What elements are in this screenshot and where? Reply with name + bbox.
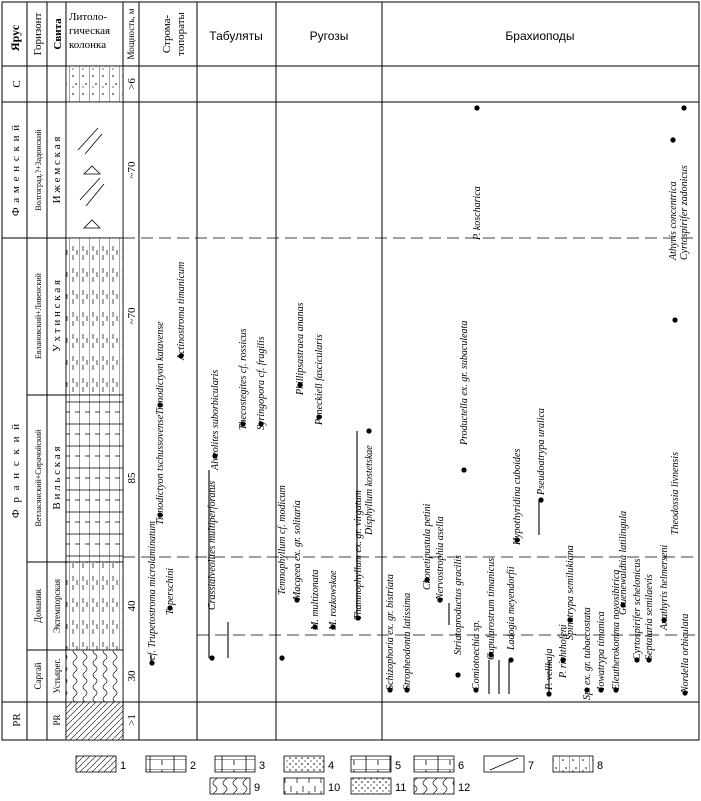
thickness-ekt: 40 <box>126 600 138 612</box>
taxon-label: Chonetipustula petini <box>422 503 433 590</box>
header-suite: Свита <box>52 18 64 50</box>
header-brachiopoda: Брахиоподы <box>505 29 575 43</box>
suite-ust: Устьярег. <box>52 658 62 694</box>
taxon-label: Pseudoatrypa uralica <box>536 408 547 495</box>
taxon-label: Thecostegites cf. rossicus <box>238 328 249 430</box>
taxon-label: Iowatrypa timanica <box>596 611 607 690</box>
taxon-label: Temnophyllum cf. modicum <box>277 485 288 595</box>
taxon-dot <box>672 317 677 322</box>
horizon-dom: Доманик <box>33 588 43 624</box>
taxon-label: M. multizonata <box>310 569 321 630</box>
taxon-label: Macgeea ex. gr. solitaria <box>292 500 303 600</box>
taxon-label: Ladogia meyendorfii <box>506 566 517 650</box>
thickness-pr2: >1 <box>126 714 138 726</box>
legend-1: 1 <box>120 760 127 772</box>
taxon-dot <box>474 105 479 110</box>
header-strom-2: топораты <box>175 12 187 56</box>
legend-7: 7 <box>528 760 535 772</box>
legend-2: 2 <box>190 760 197 772</box>
unit-labels <box>10 80 63 726</box>
thickness-values <box>126 78 138 726</box>
thickness-famen: ~70 <box>126 161 138 179</box>
taxon-label: P. velikaja <box>544 648 555 690</box>
suite-uht: У х т и н с к а я <box>51 279 63 353</box>
taxon-label: Eleutherokomma novosibirica <box>611 569 622 690</box>
taxon-label: Comiotoechia sp. <box>471 620 482 690</box>
legend-6: 6 <box>458 760 465 772</box>
taxon-label: Thamnophyllum ex. gr. virgatum <box>353 490 364 620</box>
legend-4: 4 <box>328 760 335 772</box>
taxon-label: Gruenewaldtia latilingula <box>618 510 629 615</box>
taxon-label: Phillipsastraea ananas <box>295 302 306 395</box>
taxon-label: Alveolites suborbicularis <box>210 369 221 470</box>
header-thickness: Мощность, м <box>126 8 136 60</box>
taxon-label: Cupularostrum timanicus <box>486 557 497 660</box>
header-litho-1: Литоло- <box>69 11 108 23</box>
header-texts <box>8 8 575 59</box>
suite-vil: В и л ь с к а я <box>51 446 63 510</box>
taxon-label: Striatoproductus gracilis <box>453 555 464 655</box>
taxon-dot <box>538 497 543 502</box>
taxon-label: Spinatrypa semilukiana <box>565 545 576 640</box>
stage-c: C <box>11 80 23 88</box>
taxon-label: Strophеodonta latissima <box>402 592 413 690</box>
header-rugosa: Ругозы <box>309 29 349 43</box>
taxon-label: Cyrtospirifer schelonicus <box>632 558 643 660</box>
taxon-markers <box>149 105 687 696</box>
suite-izh: И ж е м с к а я <box>51 136 63 204</box>
taxon-label: Nordella orbiculata <box>680 613 691 693</box>
stage-famen: Ф а м е н с к и й <box>10 123 22 217</box>
suite-pr2rm: PR <box>52 714 62 726</box>
legend-3: 3 <box>259 760 266 772</box>
taxon-dot <box>546 691 551 696</box>
header-tabulata: Табуляты <box>209 29 263 43</box>
taxon-label: cf. Trupetostroma microlaminatum <box>147 521 158 660</box>
taxon-label: Septalaria semilaevis <box>644 574 655 660</box>
lithology-column <box>66 66 123 740</box>
taxon-label: Hypothyridina cuboides <box>512 448 523 545</box>
stage-fran: Ф р а н с к и й <box>10 421 22 519</box>
header-horizon: Горизонт <box>32 12 44 56</box>
taxon-label: Crassialveolites multiperforatus <box>207 480 218 610</box>
taxa-labels <box>147 165 691 700</box>
legend-11: 11 <box>395 782 407 794</box>
taxon-label: P. richthofeni <box>558 624 569 678</box>
horizon-volgo: Волгоград.?+Задонский <box>34 129 43 211</box>
taxon-label: Sp. ex. gr. tubaecostata <box>582 607 593 700</box>
legend-9: 9 <box>254 782 261 794</box>
header-litho-3: колонка <box>69 39 107 51</box>
taxon-label: Tienodictyon tschussovense <box>155 414 166 525</box>
taxon-dot <box>279 655 284 660</box>
taxon-label: M. rozkowskae <box>328 570 339 630</box>
legend-10: 10 <box>328 782 341 794</box>
taxon-dot <box>508 657 513 662</box>
header-strom-1: Строма- <box>161 14 173 54</box>
header-stage: Ярус <box>8 24 22 52</box>
taxon-label: T. perschini <box>165 567 176 615</box>
taxon-label: Nervostrophia asella <box>435 516 446 600</box>
taxon-dot <box>209 655 214 660</box>
taxon-label: Schizophoria ex. gr. bistriata <box>385 574 396 690</box>
horizon-vetl: Ветласянский+Сирачойский <box>34 429 43 527</box>
taxon-label: Disphyllum kostetskae <box>364 445 375 535</box>
header-litho-2: гическая <box>69 25 111 37</box>
taxon-label: Productella ex. gr. subaculeata <box>459 320 470 445</box>
taxon-dot <box>149 660 154 665</box>
thickness-ust: 30 <box>126 670 138 682</box>
taxon-dot <box>681 105 686 110</box>
taxon-label: Actinostroma timanicum <box>176 261 187 360</box>
taxon-label: Anathyris helmerseni <box>659 544 670 630</box>
thickness-vil: 85 <box>126 472 138 484</box>
legend-12: 12 <box>458 782 471 794</box>
taxon-label: Syringopora cf. fragilis <box>256 336 267 430</box>
stage-pr2: PR <box>11 713 23 727</box>
taxon-label: Athyris concentrica <box>668 181 679 260</box>
taxon-dot <box>366 428 371 433</box>
taxon-label: Theodossia livnensis <box>670 451 681 535</box>
legend-5: 5 <box>395 760 402 772</box>
taxon-label: Tienodictyon katavense <box>155 321 166 415</box>
horizon-evl: Евлановский+Ливенский <box>34 273 43 359</box>
thickness-c: >6 <box>126 78 138 90</box>
thickness-uht: ~70 <box>126 307 138 325</box>
legend-8: 8 <box>597 760 604 772</box>
suite-ekt: Эктемпорская <box>52 579 62 633</box>
taxon-label: Cyrtospirifer zadonicus <box>679 165 690 260</box>
taxon-dot <box>670 137 675 142</box>
taxon-dot <box>461 467 466 472</box>
taxon-label: Peneckiell fascicularis <box>314 334 325 425</box>
horizon-sar: Саргай <box>33 662 43 690</box>
taxon-dot <box>455 672 460 677</box>
taxon-label: P. koscharica <box>472 186 483 240</box>
